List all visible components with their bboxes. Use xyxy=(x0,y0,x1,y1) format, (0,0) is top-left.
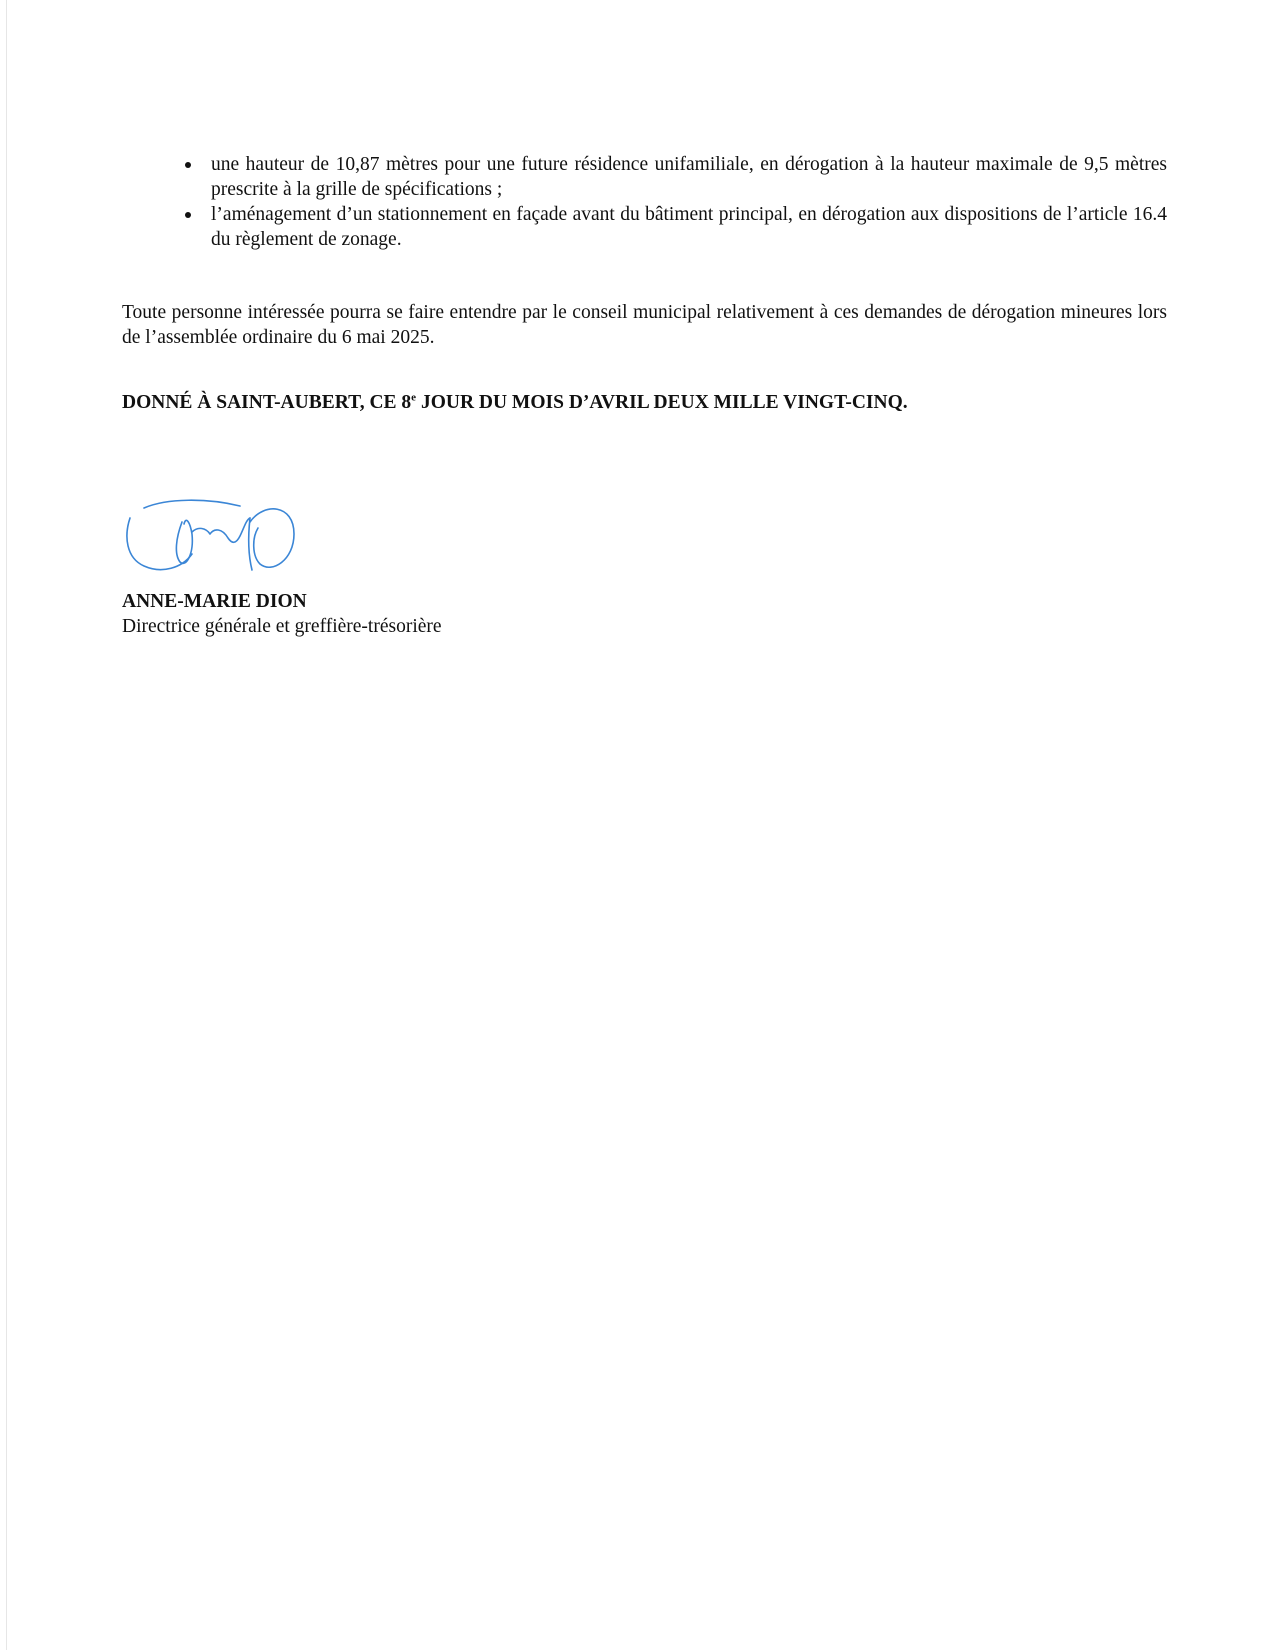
given-suffix: JOUR DU MOIS D’AVRIL DEUX MILLE VINGT-CINQ. xyxy=(416,392,908,413)
hearing-paragraph: Toute personne intéressée pourra se faire entendre par le conseil municipal relativement à ces demandes de dérogation mineures lors de l’assemblée ordinaire du 6 mai 2025. xyxy=(122,302,1167,348)
derogation-list xyxy=(122,152,1167,252)
given-superscript: e xyxy=(411,391,417,404)
signer-title: Directrice générale et greffière-trésorière xyxy=(122,616,442,637)
signature xyxy=(122,498,312,584)
derogation-item-parking: l’aménagement d’un stationnement en façade avant du bâtiment principal, en dérogation aux dispositions de l’article 16.4 du règlement de zonage. xyxy=(122,202,1167,252)
given-prefix: DONNÉ À SAINT-AUBERT, CE 8 xyxy=(122,392,412,413)
given-statement xyxy=(122,390,1167,415)
signature-icon xyxy=(122,498,312,584)
signer-name: ANNE-MARIE DION xyxy=(122,591,307,612)
derogation-item-height: une hauteur de 10,87 mètres pour une future résidence unifamiliale, en dérogation à la hauteur maximale de 9,5 mètres prescrite à la grille de spécifications ; xyxy=(122,152,1167,202)
scan-edge-line xyxy=(6,0,7,1650)
document-page xyxy=(122,152,1167,637)
